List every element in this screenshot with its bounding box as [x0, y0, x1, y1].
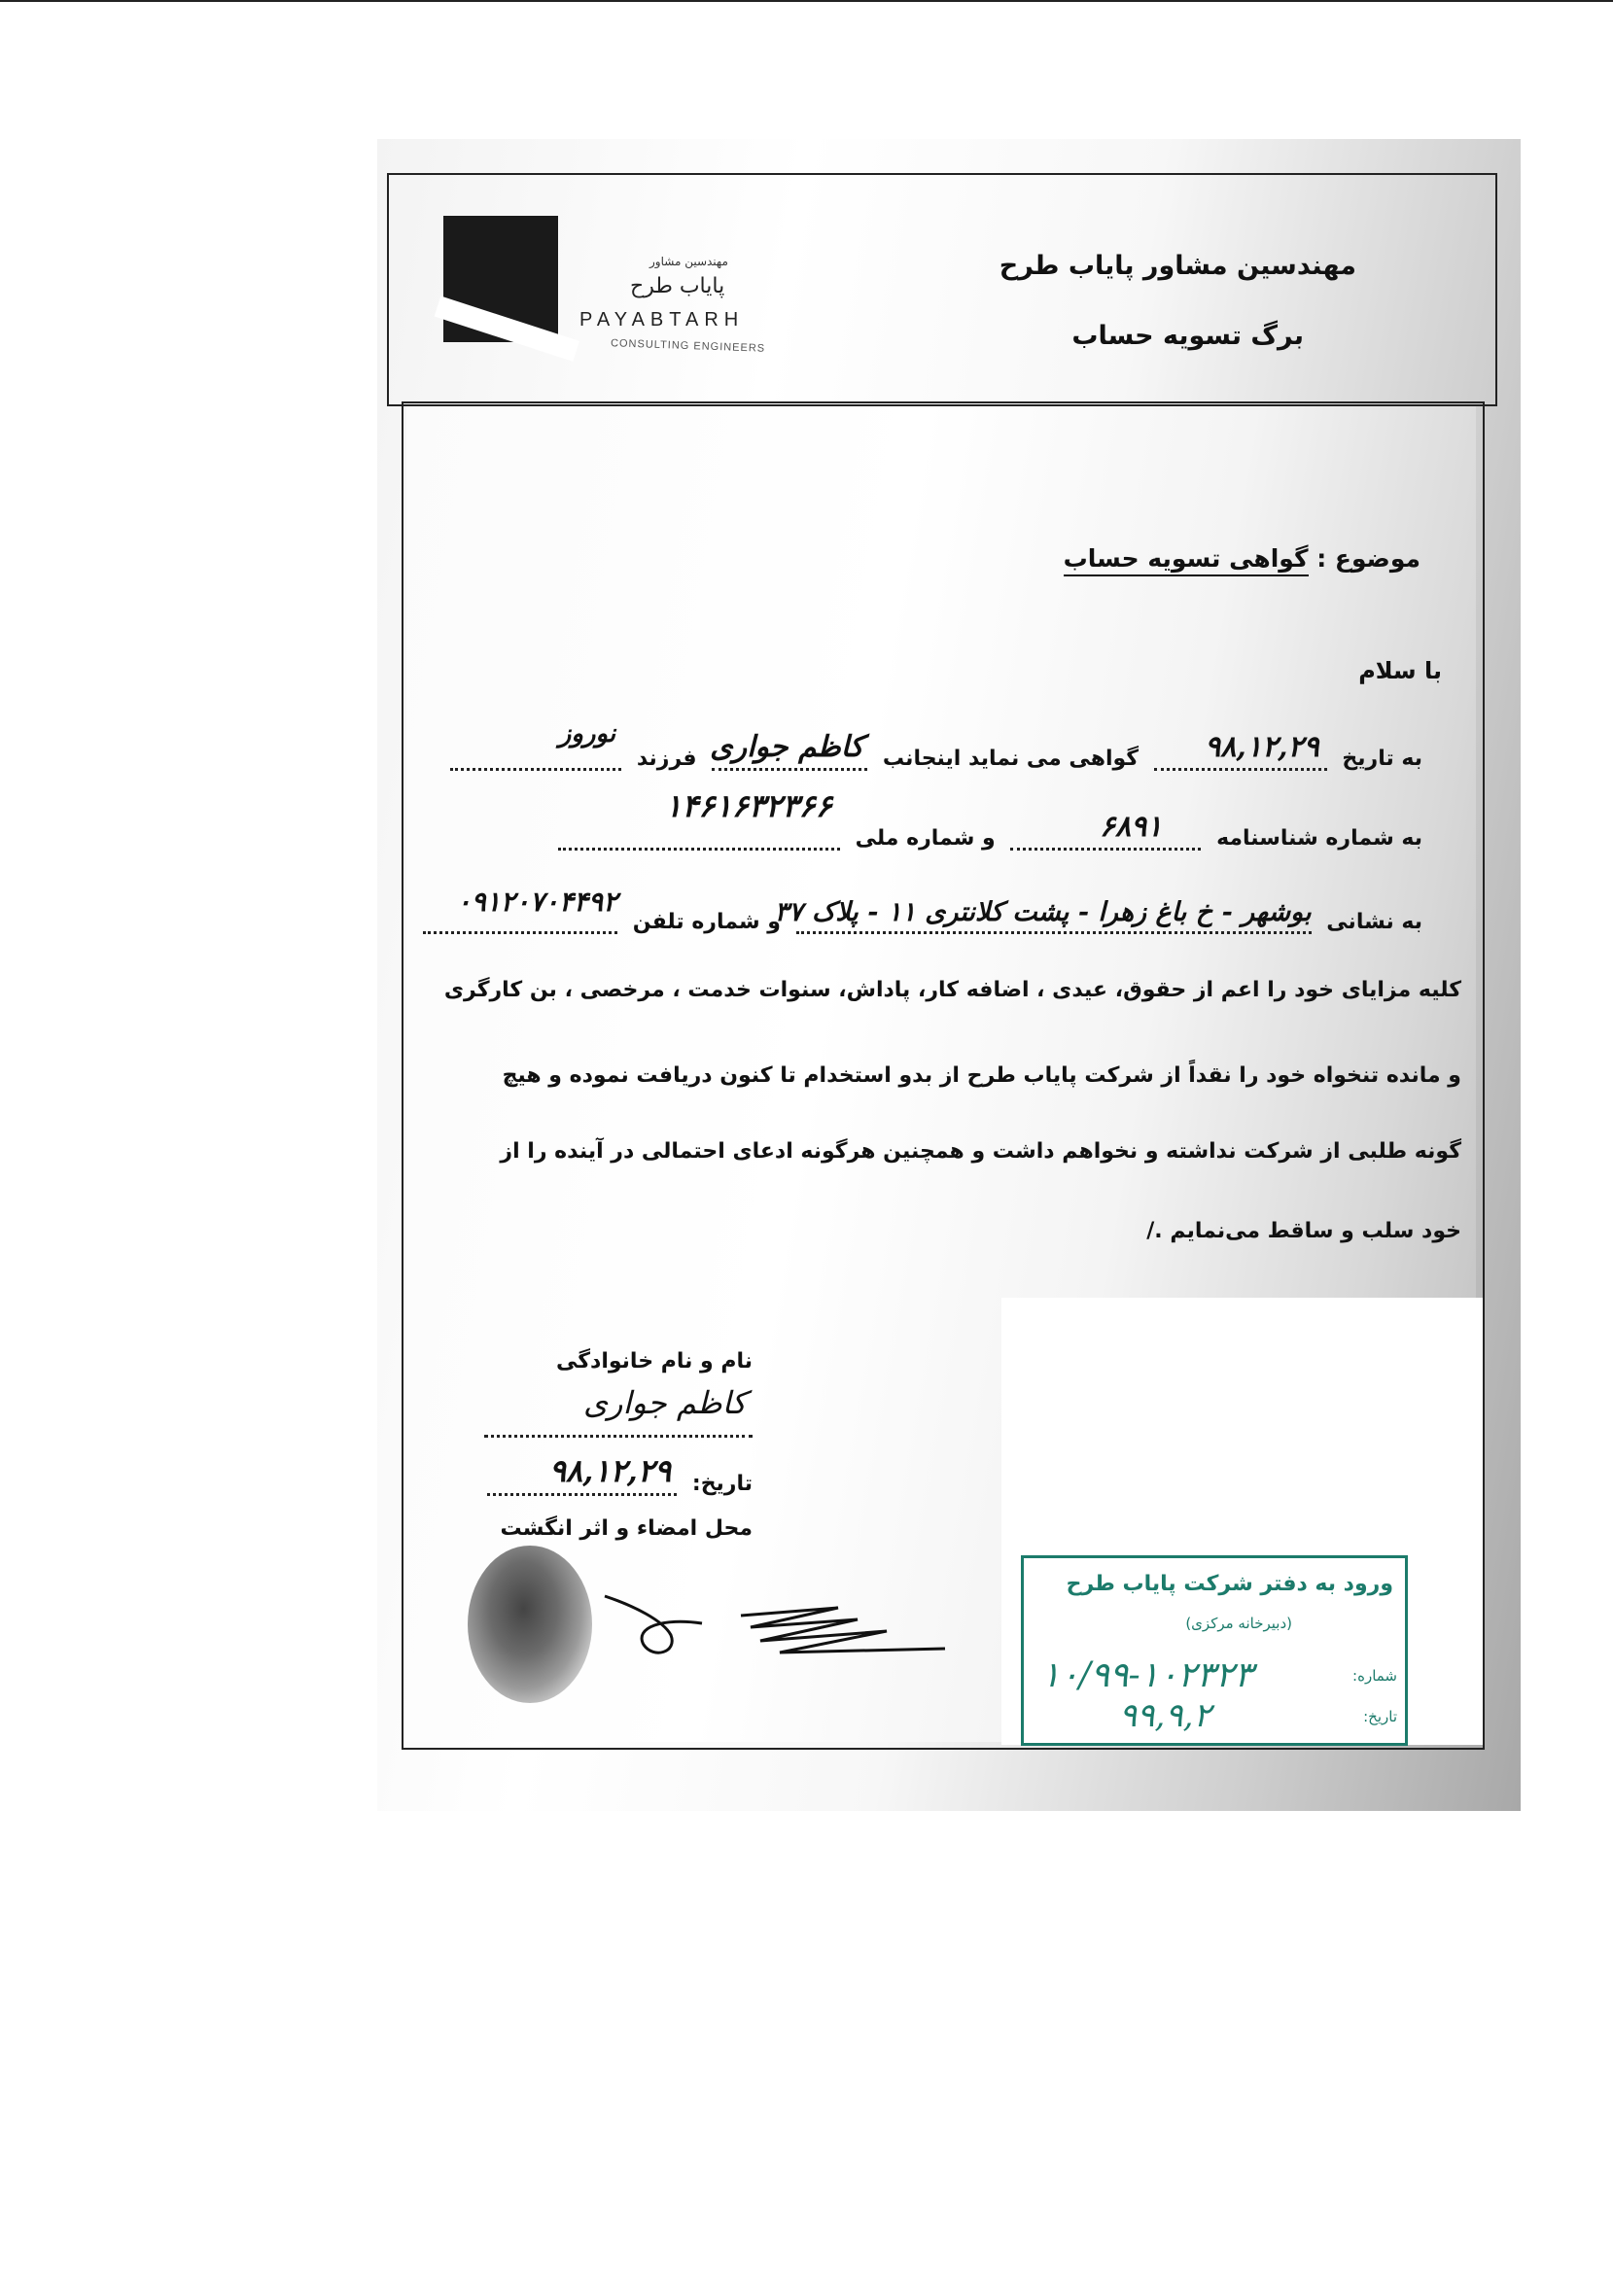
top-edge-rule: [0, 0, 1613, 2]
stamp-number-value: ۱۰/۹۹-۱۰۲۳۲۳: [1041, 1655, 1253, 1695]
signature-place-label: محل امضاء و اثر انگشت: [500, 1516, 753, 1541]
logo-fa-small: مهندسین مشاور: [649, 255, 728, 268]
certify-label: گواهی می نماید اینجانب: [882, 747, 1140, 771]
signature-date-line: [479, 1452, 753, 1496]
signature-date-label: تاریخ:: [691, 1472, 753, 1496]
stamp-date-label: تاریخ:: [1363, 1708, 1397, 1725]
certificate-line-2: [550, 787, 1422, 851]
subject-label: موضوع :: [1316, 544, 1420, 573]
id-handwritten: ۶۸۹۱: [1099, 810, 1163, 844]
logo-en-sub: CONSULTING ENGINEERS: [610, 337, 766, 355]
father-handwritten: نوروز: [558, 719, 616, 748]
subject-text: گواهی تسویه حساب: [1064, 544, 1309, 576]
stamp-number-label: شماره:: [1352, 1667, 1397, 1685]
phone-handwritten: ۰۹۱۲۰۷۰۴۴۹۲: [456, 886, 618, 918]
fingerprint-mark: [468, 1546, 592, 1703]
certificate-line-1: [442, 719, 1422, 771]
signature-name-dotline: [484, 1435, 753, 1438]
date-handwritten: ۹۸,۱۲,۲۹: [1205, 730, 1319, 764]
paragraph-line-4: خود سلب و ساقط می‌نمایم ./: [1146, 1219, 1461, 1243]
national-id-label: و شماره ملی: [855, 826, 996, 851]
address-handwritten: بوشهر - خ باغ زهرا - پشت کلانتری ۱۱ - پلاک ۳۷: [774, 897, 1312, 927]
address-label: به نشانی: [1326, 910, 1422, 934]
logo-fa-name: پایاب طرح: [630, 274, 725, 298]
signature-date-handwritten: ۹۸,۱۲,۲۹: [548, 1452, 672, 1489]
date-label: به تاریخ: [1342, 747, 1422, 771]
greeting: با سلام: [1358, 657, 1442, 684]
phone-field: [423, 886, 618, 934]
subject-line: [1064, 544, 1420, 573]
name-handwritten: کاظم جواری: [710, 730, 864, 764]
paragraph-line-3: گونه طلبی از شرکت نداشته و نخواهم داشت و همچنین هرگونه ادعای احتمالی در آینده را از: [500, 1139, 1461, 1164]
national-id-handwritten: ۱۴۶۱۶۳۲۳۶۶: [665, 787, 832, 824]
certificate-line-3: [415, 886, 1422, 934]
paragraph-line-2: و مانده تنخواه خود را نقداً از شرکت پایاب طرح از بدو استخدام تا کنون دریافت نموده و هیچ: [502, 1063, 1461, 1088]
signature-date-field: [487, 1452, 677, 1496]
signature-name-handwritten: کاظم جواری: [583, 1384, 747, 1421]
name-field: [710, 730, 867, 771]
paragraph-line-1: کلیه مزایای خود را اعم از حقوق، عیدی ، اضافه کار، پاداش، سنوات خدمت ، مرخصی ، بن کارگری: [443, 978, 1461, 1002]
stamp-title: ورود به دفتر شرکت پایاب طرح: [1066, 1572, 1393, 1596]
company-name: مهندسین مشاور پایاب طرح: [999, 251, 1356, 281]
logo-en-name: PAYABTARH: [579, 309, 745, 330]
signature-name-label: نام و نام خانوادگی: [556, 1349, 753, 1374]
id-field: [1010, 810, 1201, 851]
phone-label: و شماره تلفن: [632, 910, 781, 934]
id-label: به شماره شناسنامه: [1216, 826, 1422, 851]
form-name: برگ تسویه حساب: [1071, 321, 1304, 351]
payabtarh-logo-icon: [443, 216, 558, 342]
national-id-field: [558, 787, 840, 851]
registry-stamp: [1021, 1555, 1408, 1746]
date-field: [1154, 730, 1327, 771]
handwritten-signature-icon: [595, 1567, 964, 1674]
stamp-subtitle: (دبیرخانه مرکزی): [1185, 1615, 1292, 1632]
stamp-date-value: ۹۹,۹,۲: [1119, 1696, 1211, 1735]
child-label: فرزند: [636, 747, 697, 771]
father-field: [450, 719, 621, 771]
address-field: [774, 897, 1312, 934]
